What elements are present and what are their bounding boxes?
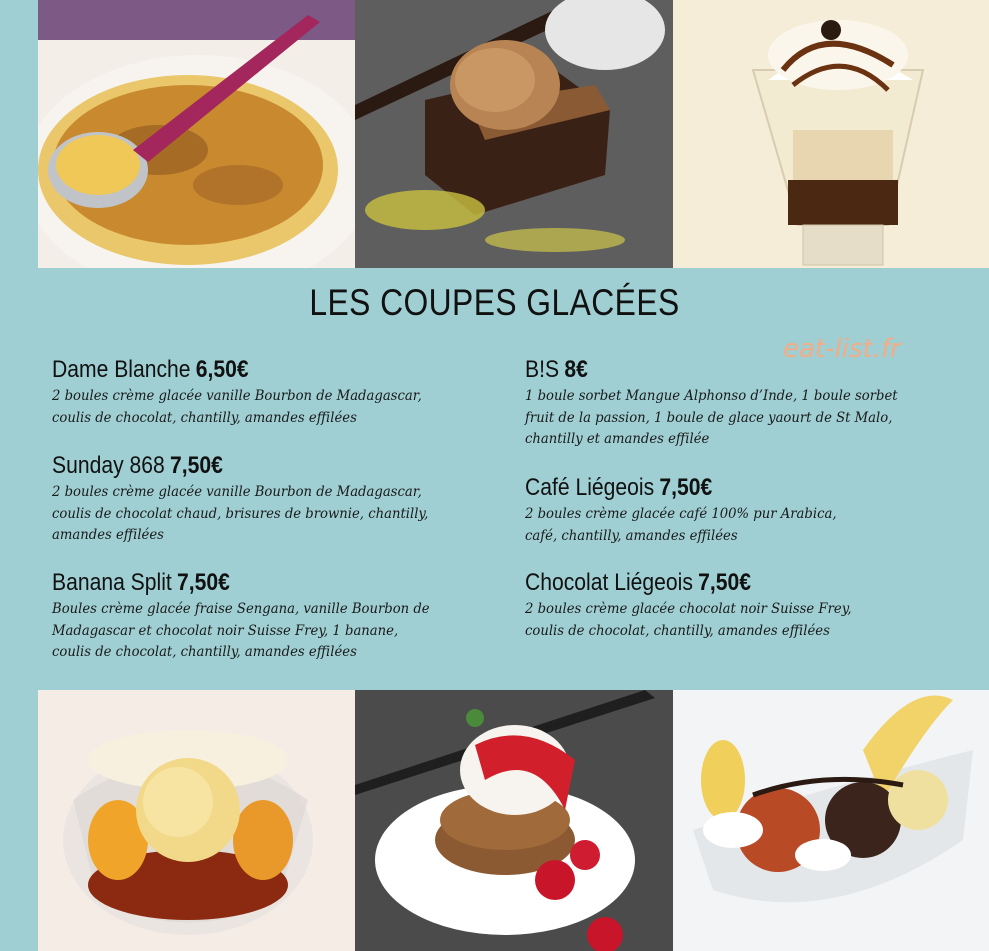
- item-price: 7,50€: [698, 569, 752, 596]
- item-price: 8€: [564, 356, 588, 383]
- item-price: 7,50€: [659, 474, 713, 501]
- desc-line: 2 boules crème glacée vanille Bourbon de Madagascar,: [52, 484, 422, 500]
- item-description: [525, 386, 962, 451]
- desc-line: coulis de chocolat, chantilly, amandes effilées: [52, 644, 357, 660]
- item-description: [52, 599, 489, 664]
- item-name: B!S: [525, 356, 560, 383]
- menu-item-bis: [525, 356, 965, 451]
- desc-line: fruit de la passion, 1 boule de glace yaourt de St Malo,: [525, 409, 893, 426]
- item-name: Sunday 868: [52, 452, 165, 479]
- item-name: Chocolat Liégeois: [525, 569, 693, 596]
- item-description: [525, 599, 962, 642]
- item-heading: [52, 569, 439, 597]
- item-heading: [52, 356, 439, 384]
- item-name: Dame Blanche: [52, 356, 191, 383]
- menu-item-cafe-liegeois: [525, 474, 965, 547]
- desc-line: café, chantilly, amandes effilées: [525, 527, 738, 544]
- menu-item-sunday-868: [52, 452, 492, 547]
- item-price: 7,50€: [170, 452, 223, 479]
- desc-line: Madagascar et chocolat noir Suisse Frey, 1 banane,: [52, 622, 399, 639]
- item-heading: [52, 452, 439, 480]
- photo-brownie: [355, 0, 673, 268]
- menu-title: LES COUPES GLACÉES: [309, 282, 680, 323]
- photo-liegeois-glass: [673, 0, 989, 268]
- desc-line: 2 boules crème glacée chocolat noir Suisse Frey,: [525, 601, 852, 617]
- desc-line: coulis de chocolat, chantilly, amandes effilées: [525, 622, 830, 639]
- desc-line: chantilly et amandes effilée: [525, 431, 710, 447]
- item-heading: [525, 569, 912, 597]
- desc-line: 1 boule sorbet Mangue Alphonso d’Inde, 1 boule sorbet: [525, 388, 898, 404]
- desc-line: coulis de chocolat, chantilly, amandes effilées: [52, 409, 357, 426]
- menu-item-chocolat-liegeois: [525, 569, 965, 642]
- item-heading: [525, 474, 912, 502]
- watermark: eat-list.fr: [783, 334, 901, 364]
- photo-creme-brulee: [38, 0, 355, 268]
- desc-line: coulis de chocolat chaud, brisures de brownie, chantilly,: [52, 505, 429, 522]
- item-description: [525, 504, 962, 547]
- desc-line: Boules crème glacée fraise Sengana, vanille Bourbon de: [52, 601, 430, 617]
- desc-line: 2 boules crème glacée vanille Bourbon de Madagascar,: [52, 388, 422, 404]
- photo-raspberry-dessert: [355, 690, 673, 951]
- photo-peach-sundae: [38, 690, 355, 951]
- item-name: Banana Split: [52, 569, 172, 596]
- item-heading: [525, 356, 912, 384]
- item-price: 7,50€: [177, 569, 230, 596]
- menu-item-banana-split: [52, 569, 492, 664]
- item-description: [52, 386, 489, 429]
- item-price: 6,50€: [195, 356, 249, 383]
- photo-banana-split: [673, 690, 989, 951]
- desc-line: 2 boules crème glacée café 100% pur Arabica,: [525, 506, 837, 522]
- item-name: Café Liégeois: [525, 474, 655, 501]
- menu-item-dame-blanche: [52, 356, 492, 429]
- item-description: [52, 482, 489, 547]
- desc-line: amandes effilées: [52, 527, 164, 543]
